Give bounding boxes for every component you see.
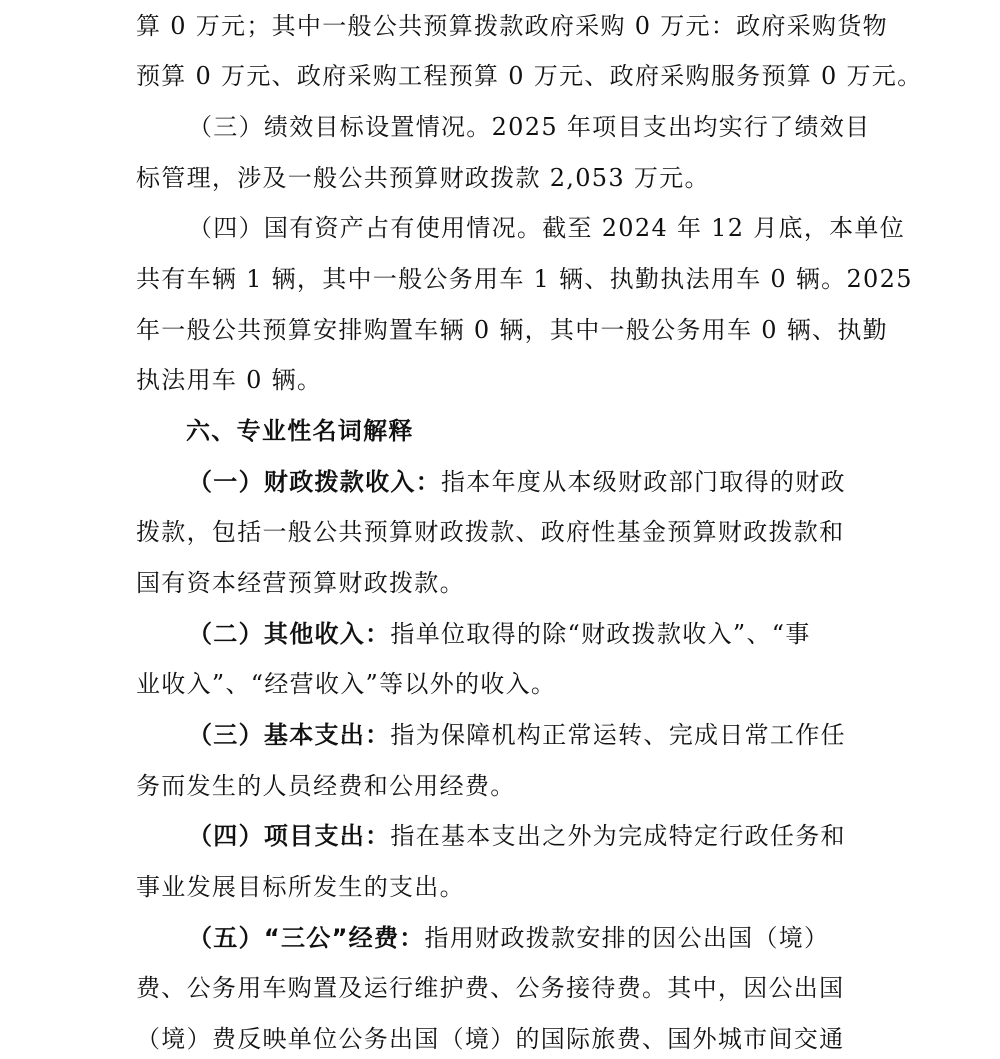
- term-label: （五）“三公”经费：: [188, 924, 425, 952]
- line-text: 预算 0 万元、政府采购工程预算 0 万元、政府采购服务预算 0 万元。: [136, 62, 923, 90]
- line-text: 指为保障机构正常运转、完成日常工作任: [390, 721, 846, 749]
- line-text: 指用财政拨款安排的因公出国（境）: [424, 924, 830, 952]
- line-text: 截至 2024 年 12 月底，本单位: [542, 214, 906, 242]
- line-text: 指本年度从本级财政部门取得的财政: [441, 468, 846, 496]
- text-line: [188, 715, 896, 755]
- text-line: [136, 664, 896, 704]
- term-label: （三）基本支出：: [188, 721, 391, 749]
- text-line: [136, 360, 896, 400]
- text-line: [136, 968, 896, 1008]
- text-line: [188, 462, 896, 502]
- line-prefix: （三）绩效目标设置情况。: [188, 113, 492, 141]
- term-label: （二）其他收入：: [188, 620, 391, 648]
- line-text: 指在基本支出之外为完成特定行政任务和: [390, 822, 846, 850]
- line-text: 标管理，涉及一般公共预算财政拨款 2,053 万元。: [136, 164, 710, 192]
- text-line: [136, 563, 896, 603]
- text-line: [136, 1019, 896, 1059]
- term-label: （一）财政拨款收入：: [188, 468, 441, 496]
- heading-text: 六、专业性名词解释: [186, 417, 414, 445]
- text-line: [188, 107, 896, 147]
- line-text: 2025 年项目支出均实行了绩效目: [491, 113, 871, 141]
- section-heading: [186, 411, 946, 451]
- text-line: [136, 766, 896, 806]
- line-text: 年一般公共预算安排购置车辆 0 辆，其中一般公务用车 0 辆、执勤: [136, 316, 888, 344]
- text-line: [188, 816, 896, 856]
- line-text: （境）费反映单位公务出国（境）的国际旅费、国外城市间交通: [136, 1025, 845, 1053]
- text-line: [188, 614, 896, 654]
- line-text: 指单位取得的除“财政拨款收入”、“事: [390, 620, 811, 648]
- text-line: [136, 56, 923, 96]
- text-line: [136, 867, 896, 907]
- line-text: 拨款，包括一般公共预算财政拨款、政府性基金预算财政拨款和: [136, 518, 845, 546]
- line-text: 事业发展目标所发生的支出。: [136, 873, 465, 901]
- line-text: 共有车辆 1 辆，其中一般公务用车 1 辆、执勤执法用车 0 辆。2025: [136, 265, 913, 293]
- text-line: [136, 259, 913, 299]
- line-text: 业收入”、“经营收入”等以外的收入。: [136, 670, 557, 698]
- text-line: [136, 310, 896, 350]
- text-line: [136, 6, 896, 46]
- line-text: 国有资本经营预算财政拨款。: [136, 569, 465, 597]
- line-text: 执法用车 0 辆。: [136, 366, 323, 394]
- text-line: [188, 918, 896, 958]
- text-line: [188, 208, 906, 248]
- line-prefix: （四）国有资产占有使用情况。: [188, 214, 543, 242]
- text-line: [136, 158, 896, 198]
- text-line: [136, 512, 896, 552]
- line-text: 务而发生的人员经费和公用经费。: [136, 772, 516, 800]
- line-text: 费、公务用车购置及运行维护费、公务接待费。其中，因公出国: [136, 974, 845, 1002]
- line-text: 算 0 万元；其中一般公共预算拨款政府采购 0 万元：政府采购货物: [136, 12, 888, 40]
- term-label: （四）项目支出：: [188, 822, 391, 850]
